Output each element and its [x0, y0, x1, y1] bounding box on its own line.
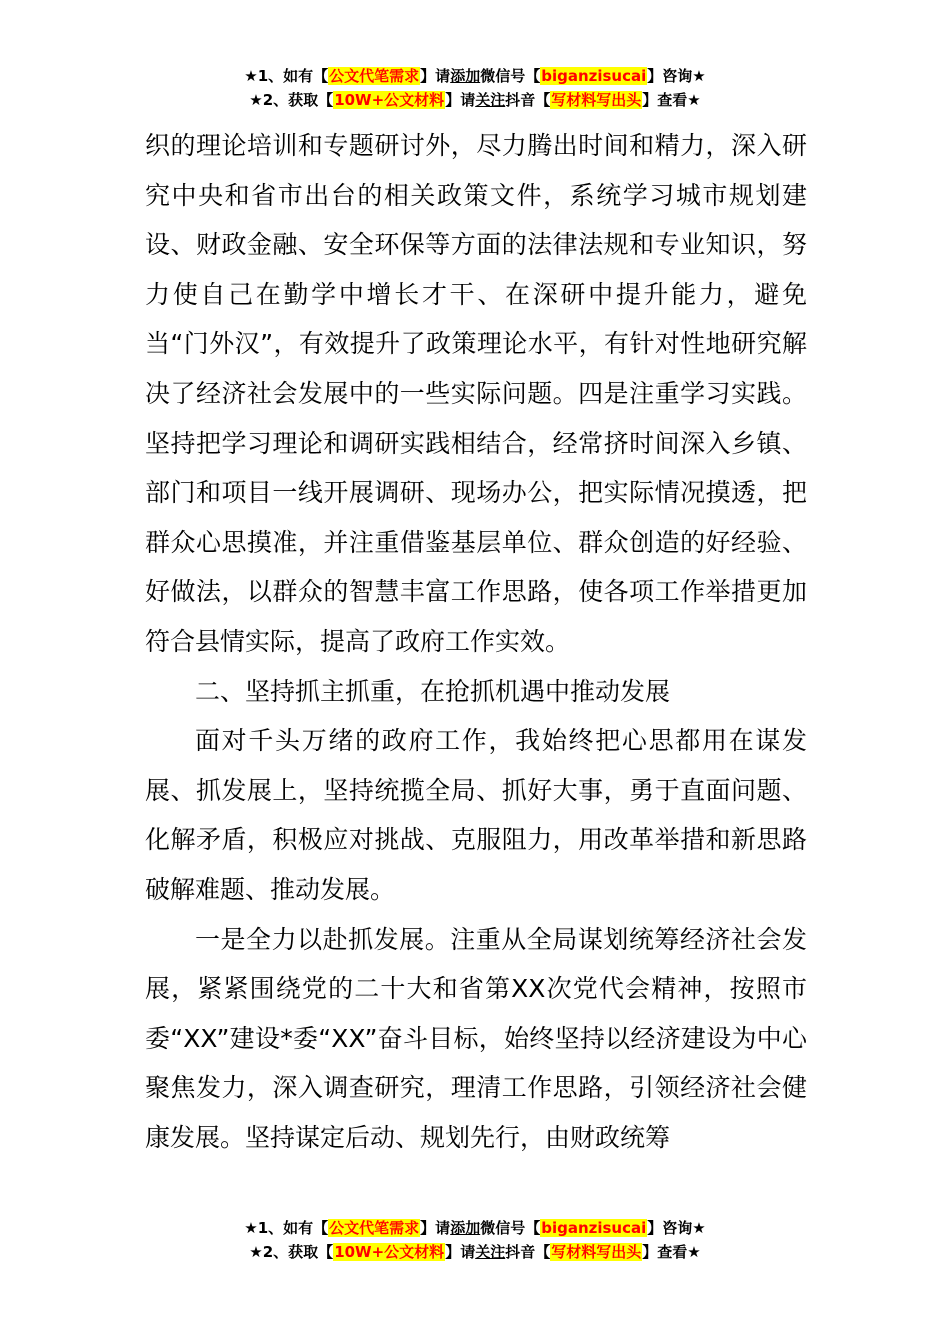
header-banner: [0, 64, 950, 112]
banner-line-1: [0, 64, 950, 88]
paragraph-continued: 织的理论培训和专题研讨外，尽力腾出时间和精力，深入研究中央和省市出台的相关政策文件，系统学习城市规划建设、财政金融、安全环保等方面的法律法规和专业知识，努力使自己在勤学中增长才干、在深研中提升能力，避免当“门外汉”，有效提升了政策理论水平，有针对性地研究解决了经济社会发展中的一些实际问题。四是注重学习实践。坚持把学习理论和调研实践相结合，经常挤时间深入乡镇、部门和项目一线开展调研、现场办公，把实际情况摸透，把群众心思摸准，并注重借鉴基层单位、群众创造的好经验、好做法，以群众的智慧丰富工作思路，使各项工作举措更加符合县情实际，提高了政府工作实效。: [145, 131, 807, 656]
banner-highlight: 10W+公文材料: [334, 1243, 445, 1261]
banner-text: 】请: [420, 67, 451, 85]
banner-text: 】请: [445, 91, 476, 109]
banner-text: 】请: [445, 1243, 476, 1261]
banner-line-2: [0, 88, 950, 112]
banner-emphasis: 关注: [475, 91, 506, 109]
banner-highlight: biganzisucai: [541, 67, 647, 85]
banner-text: ★2、获取【: [249, 1243, 334, 1261]
banner-text: 】请: [420, 1219, 451, 1237]
banner-line-1: [0, 1216, 950, 1240]
banner-emphasis: 添加: [450, 1219, 481, 1237]
banner-text: 抖音【: [505, 1243, 551, 1261]
banner-emphasis: 添加: [450, 67, 481, 85]
document-body: [145, 121, 807, 1162]
banner-highlight: 公文代笔需求: [329, 67, 420, 85]
banner-highlight: 写材料写出头: [551, 91, 642, 109]
banner-text: 】咨询★: [647, 1219, 706, 1237]
banner-highlight: biganzisucai: [541, 1219, 647, 1237]
paragraph: 面对千头万绪的政府工作，我始终把心思都用在谋发展、抓发展上，坚持统揽全局、抓好大事，勇于直面问题、化解矛盾，积极应对挑战、克服阻力，用改革举措和新思路破解难题、推动发展。: [145, 726, 807, 904]
banner-line-2: [0, 1240, 950, 1264]
banner-highlight: 10W+公文材料: [334, 91, 445, 109]
section-heading: 二、坚持抓主抓重，在抢抓机遇中推动发展: [195, 676, 671, 706]
banner-highlight: 写材料写出头: [551, 1243, 642, 1261]
banner-text: 微信号【: [480, 67, 541, 85]
banner-text: 微信号【: [480, 1219, 541, 1237]
banner-text: 】查看★: [642, 91, 701, 109]
banner-text: ★2、获取【: [249, 91, 334, 109]
banner-text: 】咨询★: [647, 67, 706, 85]
footer-banner: [0, 1216, 950, 1264]
banner-highlight: 公文代笔需求: [329, 1219, 420, 1237]
banner-text: ★1、如有【: [244, 67, 329, 85]
banner-text: ★1、如有【: [244, 1219, 329, 1237]
paragraph: 一是全力以赴抓发展。注重从全局谋划统筹经济社会发展，紧紧围绕党的二十大和省第XX次党代会精神，按照市委“XX”建设*委“XX”奋斗目标，始终坚持以经济建设为中心聚焦发力，深入调查研究，理清工作思路，引领经济社会健康发展。坚持谋定后动、规划先行，由财政统筹: [145, 924, 807, 1152]
banner-text: 抖音【: [505, 91, 551, 109]
banner-emphasis: 关注: [475, 1243, 506, 1261]
banner-text: 】查看★: [642, 1243, 701, 1261]
